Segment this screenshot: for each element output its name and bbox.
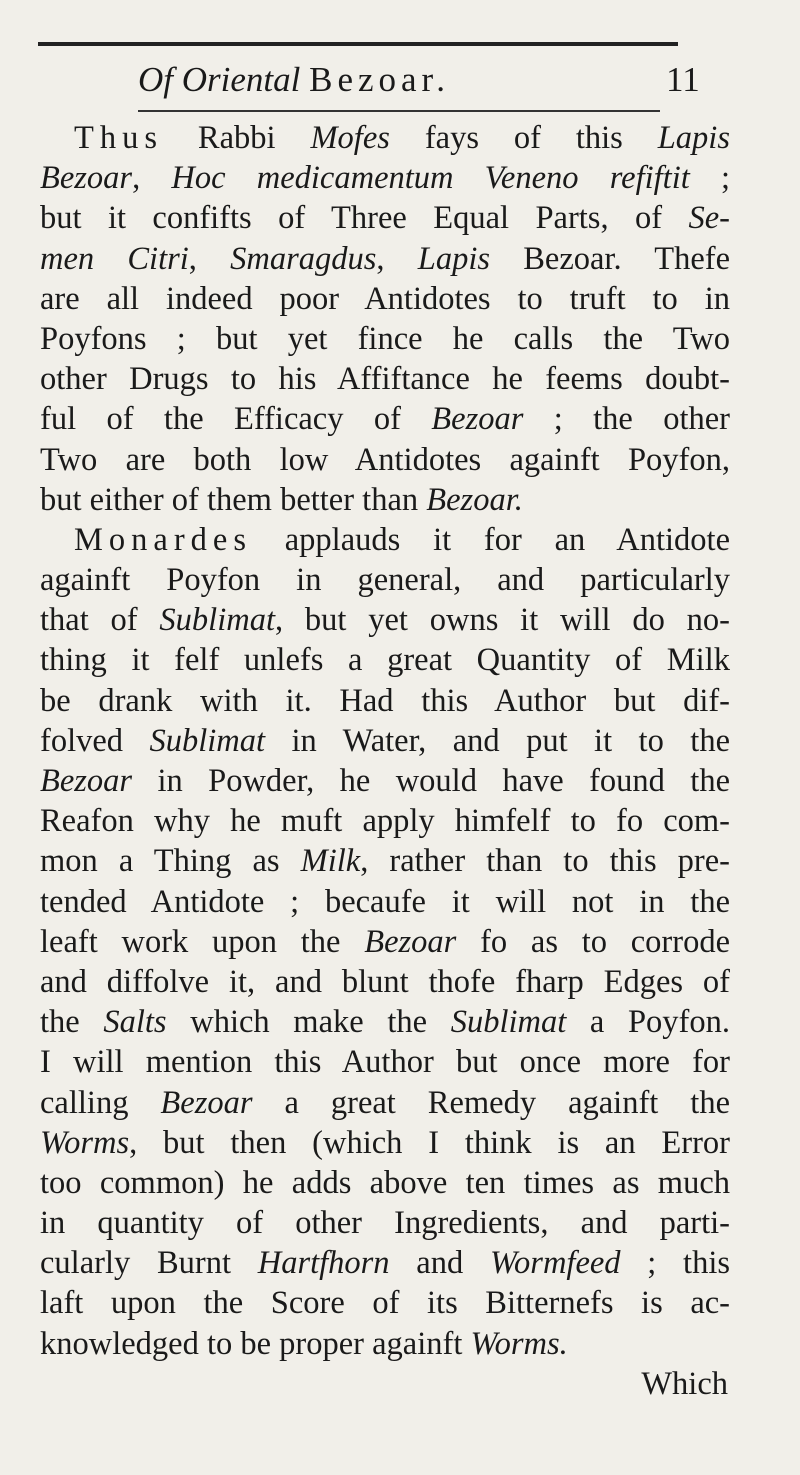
text-segment: calling <box>40 1084 161 1121</box>
text-line <box>40 399 730 439</box>
italic-text: Smaragdus <box>230 240 377 277</box>
italic-text: Lapis <box>417 240 491 277</box>
text-line <box>40 681 730 721</box>
italic-text: Lapis <box>657 120 730 156</box>
italic-text: Mofes <box>310 120 390 156</box>
text-segment: knowledged to be proper againft <box>40 1325 471 1362</box>
italic-text: Wormfeed <box>489 1245 621 1282</box>
text-line <box>40 440 730 480</box>
text-segment: a great Remedy againft the <box>252 1084 730 1121</box>
text-line <box>40 1083 730 1123</box>
italic-text: Worms <box>40 1124 130 1161</box>
text-segment: , but yet owns it will do no- <box>274 602 731 639</box>
text-segment: that of <box>40 602 160 639</box>
text-line <box>40 600 730 640</box>
text-segment: other Drugs to his Affiftance he feems doubt- <box>40 361 730 398</box>
text-segment: Which <box>641 1365 728 1402</box>
text-line <box>40 560 730 600</box>
text-line <box>40 1002 730 1042</box>
text-line <box>40 1042 730 1082</box>
catchword <box>40 1364 730 1404</box>
text-segment: , <box>376 240 418 277</box>
text-segment: in Powder, he would have found the <box>132 763 730 799</box>
text-segment: Poyfons ; but yet fince he calls the Two <box>40 320 730 357</box>
text-segment: thing it felf unlefs a great Quantity of Milk <box>40 642 730 679</box>
text-line <box>40 158 730 198</box>
text-segment: cularly Burnt <box>40 1245 258 1282</box>
text-segment: , but then (which I think is an Error <box>129 1124 730 1161</box>
text-line <box>40 841 730 881</box>
text-segment: the <box>40 1004 104 1041</box>
header-title-caps: Bezoar. <box>309 60 451 99</box>
text-segment: a Poyfon. <box>566 1004 730 1041</box>
text-segment: and <box>389 1245 490 1282</box>
text-segment: in quantity of other Ingredients, and parti- <box>40 1205 730 1242</box>
text-segment: laft upon the Score of its Bitternefs is ac- <box>40 1285 730 1322</box>
text-line <box>40 1283 730 1323</box>
italic-text: Milk <box>300 843 361 880</box>
text-line <box>40 721 730 761</box>
header-rule <box>138 110 660 112</box>
italic-text: Se- <box>688 200 730 237</box>
header-title-italic: Of Oriental <box>138 60 301 99</box>
text-segment: but it confifts of Three Equal Parts, of <box>40 200 689 237</box>
text-segment: but either of them better than <box>40 481 427 518</box>
italic-text: Hoc medicamentum Veneno refiftit <box>171 160 690 197</box>
italic-text: Sublimat <box>450 1004 567 1041</box>
italic-text: Bezoar <box>364 923 457 960</box>
italic-text: Worms. <box>470 1325 568 1362</box>
text-segment: mon a Thing as <box>40 843 301 880</box>
text-segment: fo as to corrode <box>456 923 731 960</box>
text-segment: Bezoar. Thefe <box>490 240 730 277</box>
text-line <box>40 962 730 1002</box>
small-caps-text: Thus <box>74 120 163 156</box>
text-segment: leaft work upon the <box>40 923 365 960</box>
text-segment: tended Antidote ; becaufe it will not in the <box>40 883 730 920</box>
small-caps-text: Monardes <box>74 521 252 558</box>
text-segment: I will mention this Author but once more for <box>40 1044 730 1081</box>
italic-text: men Citri <box>40 240 189 277</box>
text-segment: folved <box>40 722 150 759</box>
text-line <box>40 279 730 319</box>
text-line <box>40 761 730 801</box>
italic-text: Sublimat <box>149 722 266 759</box>
text-segment: too common) he adds above ten times as much <box>40 1164 730 1201</box>
italic-text: Bezoar <box>40 763 133 799</box>
italic-text: Bezoar <box>40 160 133 197</box>
text-segment: , <box>188 240 231 277</box>
text-segment: againft Poyfon in general, and particularly <box>40 562 730 599</box>
text-segment: fays of this <box>389 120 658 156</box>
italic-text: Bezoar <box>160 1084 253 1121</box>
text-line <box>40 480 730 520</box>
text-segment: be drank with it. Had this Author but dif- <box>40 682 730 719</box>
text-segment: , <box>132 160 172 197</box>
text-segment: applauds it for an Antidote <box>251 521 730 558</box>
italic-text: Bezoar. <box>426 481 523 518</box>
text-segment: are all indeed poor Antidotes to truft to in <box>40 280 730 317</box>
italic-text: Bezoar <box>431 401 524 438</box>
text-line <box>40 882 730 922</box>
text-line <box>40 118 730 158</box>
text-segment: in Water, and put it to the <box>265 722 730 759</box>
text-segment: ; <box>689 160 731 197</box>
text-line <box>40 520 730 560</box>
page-number: 11 <box>666 60 700 99</box>
text-segment: ; the other <box>523 401 731 438</box>
text-segment: and diffolve it, and blunt thofe fharp Edges of <box>40 963 730 1000</box>
text-line <box>40 359 730 399</box>
body-text <box>40 118 730 1404</box>
text-segment: Two are both low Antidotes againft Poyfon, <box>40 441 730 478</box>
top-rule <box>38 42 678 46</box>
text-segment: ; this <box>620 1245 730 1282</box>
text-segment: which make the <box>166 1004 451 1041</box>
italic-text: Hartfhorn <box>257 1245 390 1282</box>
text-line <box>40 1203 730 1243</box>
text-line <box>40 319 730 359</box>
text-line <box>40 1123 730 1163</box>
italic-text: Salts <box>103 1004 167 1041</box>
text-line <box>40 801 730 841</box>
text-line <box>40 239 730 279</box>
italic-text: Sublimat <box>159 602 275 639</box>
text-line <box>40 1324 730 1364</box>
text-line <box>40 922 730 962</box>
running-header <box>138 52 698 108</box>
text-line <box>40 1163 730 1203</box>
text-segment: Rabbi <box>163 120 311 156</box>
text-segment: ful of the Efficacy of <box>40 401 432 438</box>
text-segment: Reafon why he muft apply himfelf to fo com- <box>40 803 730 840</box>
text-segment: , rather than to this pre- <box>360 843 730 880</box>
text-line <box>40 1243 730 1283</box>
text-line <box>40 640 730 680</box>
text-line <box>40 198 730 238</box>
